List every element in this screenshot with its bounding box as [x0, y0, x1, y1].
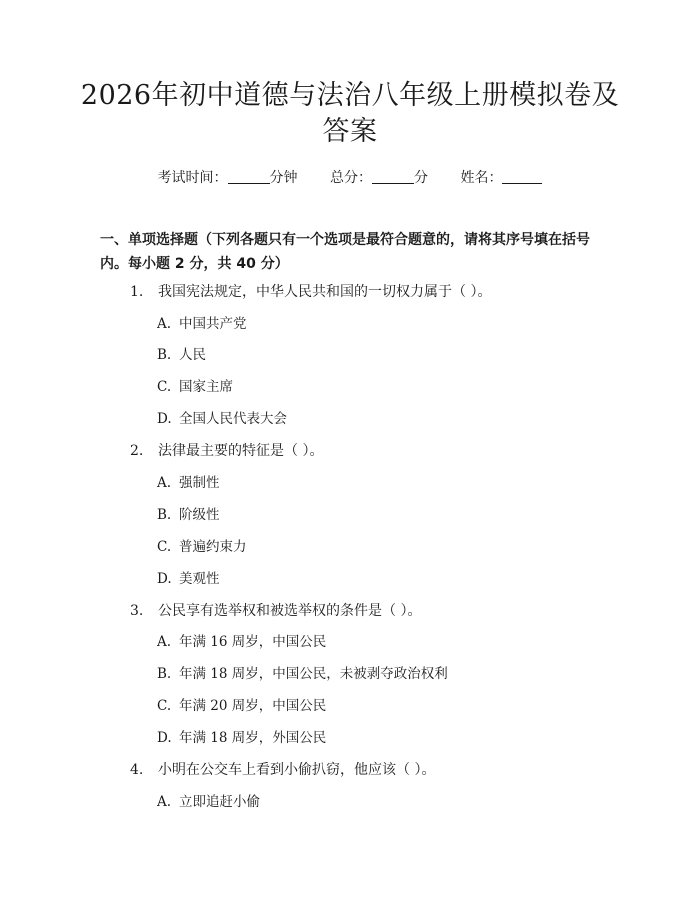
exam-time-field	[158, 168, 298, 188]
option-text: 国家主席	[179, 379, 233, 395]
option-text: 立即追赶小偷	[179, 794, 260, 810]
student-name-field	[460, 168, 542, 188]
total-score-blank	[372, 169, 414, 184]
exam-time-blank	[228, 169, 270, 184]
question-text: 公民享有选举权和被选举权的条件是（ ）。	[158, 603, 422, 619]
question-text: 法律最主要的特征是（ ）。	[158, 443, 324, 459]
question-2-option-d	[157, 569, 220, 589]
option-letter: D.	[157, 411, 172, 427]
option-letter: B.	[157, 347, 172, 363]
question-3-option-d	[157, 728, 326, 748]
option-text: 全国人民代表大会	[179, 411, 287, 427]
student-name-label: 姓名：	[460, 170, 503, 186]
question-number: 3.	[130, 603, 144, 619]
option-text: 年满 20 周岁，中国公民	[179, 698, 327, 714]
option-letter: A.	[157, 794, 172, 810]
question-3-option-b	[157, 664, 448, 684]
question-3-option-c	[157, 696, 326, 716]
exam-info-line	[0, 168, 700, 188]
question-4-option-a	[157, 792, 260, 812]
option-letter: A.	[157, 316, 172, 332]
option-text: 年满 18 周岁，中国公民，未被剥夺政治权利	[179, 666, 448, 682]
option-text: 阶级性	[179, 507, 220, 523]
question-text: 我国宪法规定，中华人民共和国的一切权力属于（ ）。	[158, 284, 492, 300]
total-score-field	[330, 168, 428, 188]
exam-time-label: 考试时间：	[157, 170, 228, 186]
option-letter: B.	[157, 507, 172, 523]
question-number: 4.	[130, 762, 144, 778]
option-text: 年满 16 周岁，中国公民	[179, 634, 327, 650]
option-text: 中国共产党	[179, 316, 247, 332]
question-text: 小明在公交车上看到小偷扒窃，他应该（ ）。	[158, 762, 436, 778]
question-3	[130, 601, 421, 621]
question-1-option-b	[157, 345, 206, 365]
option-letter: D.	[157, 571, 172, 587]
option-letter: A.	[157, 475, 172, 491]
option-letter: C.	[157, 539, 172, 555]
option-letter: A.	[157, 634, 172, 650]
exam-time-unit: 分钟	[269, 170, 298, 186]
question-3-option-a	[157, 632, 326, 652]
option-letter: D.	[157, 730, 172, 746]
student-name-blank	[502, 169, 542, 184]
option-letter: C.	[157, 698, 172, 714]
question-2-option-c	[157, 537, 247, 557]
option-letter: C.	[157, 379, 172, 395]
option-text: 人民	[179, 347, 206, 363]
question-number: 1.	[130, 284, 144, 300]
question-2-option-b	[157, 505, 220, 525]
option-text: 美观性	[179, 571, 220, 587]
section-heading-single-choice: 一、单项选择题（下列各题只有一个选项是最符合题意的，请将其序号填在括号内。每小题 2 分，共 40 分）	[100, 232, 590, 272]
document-title: 2026年初中道德与法治八年级上册模拟卷及答案	[80, 80, 620, 147]
question-2-option-a	[157, 473, 220, 493]
total-score-label: 总分：	[330, 170, 372, 186]
question-1-option-d	[157, 409, 287, 429]
option-text: 强制性	[179, 475, 220, 491]
option-letter: B.	[157, 666, 172, 682]
question-4	[130, 760, 435, 780]
option-text: 年满 18 周岁，外国公民	[179, 730, 327, 746]
question-1	[130, 282, 491, 302]
option-text: 普遍约束力	[179, 539, 247, 555]
question-number: 2.	[130, 443, 144, 459]
question-2	[130, 441, 323, 461]
question-1-option-a	[157, 314, 247, 334]
question-1-option-c	[157, 377, 233, 397]
total-score-unit: 分	[414, 170, 428, 186]
